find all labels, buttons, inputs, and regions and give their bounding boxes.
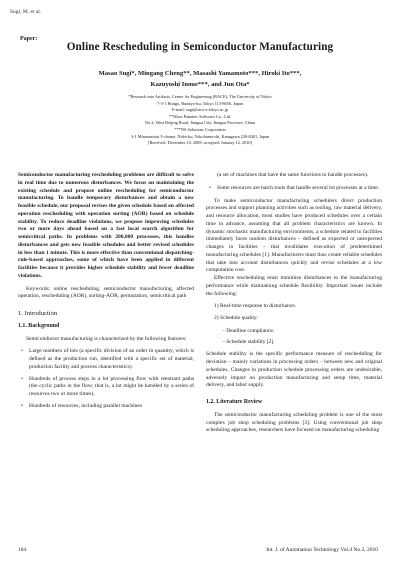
list-item: - Deadline compliance. <box>223 327 275 334</box>
paragraph: Schedule stability is the specific performance measure of rescheduling for deviation – mainly variations in processing orders – between new and original schedules. Changes in production schedule processing orders are undesirable, adversely impact on production manufacturing and setup time, material delivery, and labor supply. <box>206 351 382 389</box>
list-item: 1) Real-time response to disturbance. <box>214 303 297 310</box>
author-line-1: Masao Sugi*, Mingang Cheng**, Masashi Yamamoto***, Hiroki Ito***, <box>98 70 302 77</box>
list-item: 2) Schedule quality. <box>214 315 258 321</box>
section-heading-introduction: 1. Introduction <box>18 310 58 317</box>
feature-list <box>18 348 194 410</box>
affiliations <box>60 94 340 147</box>
affiliation-line: 3-1 Minatomirai 3-chome, Nishi-ku, Yokohama-shi, Kanagawa 220-8401, Japan <box>130 133 270 139</box>
list-item: - Schedule stability [2]. <box>223 338 275 345</box>
page-number: 184 <box>18 547 27 553</box>
list-item: • Hundreds of process steps in a lot processing flow with reentrant paths (the cyclic paths in the flow; that is, a lot might be handled by a series of resources two or more times). <box>18 376 194 399</box>
journal-footer: Int. J. of Automation Technology Vol.4 No.2, 2010 <box>266 547 378 553</box>
affiliation-line: **Wuxi Panaitec Software Co., Ltd. <box>168 113 232 119</box>
author-list <box>60 69 340 90</box>
list-item: • Hundreds of resources, including parallel machines <box>18 403 194 411</box>
subsection-heading-literature-review: 1.2. Literature Review <box>206 399 263 405</box>
right-column <box>206 172 382 435</box>
affiliation-line: *Research into Artifacts, Center for Engineering (RACE), The University of Tokyo <box>128 94 272 99</box>
sub-issue-list <box>206 328 382 347</box>
paragraph: Effective rescheduling must minimize disturbances to the manufacturing performance while maintaining schedule flexibility. Important issues include the following: <box>206 275 382 297</box>
subsection-heading-background: 1.1. Background <box>18 322 60 329</box>
paper-type-label: Paper: <box>20 36 38 42</box>
keywords: Keywords: online rescheduling, semiconductor manufacturing, affected operation, rescheduling (AOR), sorting-AOR, permutation, semicritical path <box>18 285 194 300</box>
affiliation-line: 7-3-1 Hongo, Bunkyo-ku, Tokyo 113-8656, Japan <box>157 100 243 106</box>
list-item-continuation: (a set of machines that have the same functions to handle processes). <box>217 172 369 178</box>
paragraph: Semiconductor manufacturing is characterized by the following features: <box>26 335 187 342</box>
affiliation-email: E-mail: sugi@race.u-tokyo.ac.jp <box>172 107 228 113</box>
author-line-2: Kazuyoshi Inoue***, and Jun Ota* <box>150 80 250 88</box>
feature-list-continued <box>206 185 382 193</box>
list-item: • Some resources are batch tools that handle several lot processes at a time. <box>206 185 382 193</box>
affiliation-line: No.2, West Beijing Road, Jiangsu City, Jiangsu Province, China <box>145 120 255 126</box>
paragraph: The semiconductor manufacturing scheduling problem is one of the most complex job shop scheduling problems [3]. Using conventional job shop scheduling approaches, researchers have focused on manufacturing scheduling <box>206 411 382 434</box>
left-column <box>18 172 194 411</box>
abstract: Semiconductor manufacturing rescheduling problems are difficult to solve in real time due to numerous disturbances. We focus on maintaining the existing schedule and propose online rescheduling for semiconductor manufacturing. To handle temporary disturbances and obtain a new feasible schedule, our proposal revises the given schedule based on affected operation rescheduling with operation sorting (AOR) based on schedule stability. To reduce deadline violations, we propose improving schedules two or more days ahead based on a fast local search algorithm for semicritical paths. In problems with 200,000 processes, this handles disturbances and gets new feasible schedules and better revised schedules in less than 1 minute. This is more effective than conventional dispatching-rule-based approaches, some of which have been applied in different facilities because it provides higher schedule stability and fewer deadline violations. <box>18 172 194 279</box>
issue-list <box>206 303 382 323</box>
received-dates: [Received: December 10, 2008; accepted: January 12, 2010] <box>148 140 252 146</box>
paper-title: Online Rescheduling in Semiconductor Manufacturing <box>66 41 334 53</box>
running-head: Sugi, M. et al. <box>10 9 42 15</box>
affiliation-line: ***NS Solutions Corporation <box>174 126 226 132</box>
list-item: • Large numbers of lots (a specific division of an order in quantity, which is defined as the production run, identified with a specific set of material, production facility and process characteristics). <box>18 348 194 371</box>
paragraph: To make semiconductor manufacturing schedulers direct production processes and support planning activities such as tooling, raw material delivery, and resource allocation, most studies have produced schedules over a certain time in advance, assuming that all problem characteristics are known. In dynamic stochastic manufacturing environments, a schedule related to facilities immediately faces random disturbances – defined as expected or unexpected changes in facilities – that invalidates execution of predetermined manufacturing schedules [1]. Manufacturers must thus create reliable schedules that take into account disturbances quickly and revise schedules at a low computation cost. <box>206 197 382 274</box>
